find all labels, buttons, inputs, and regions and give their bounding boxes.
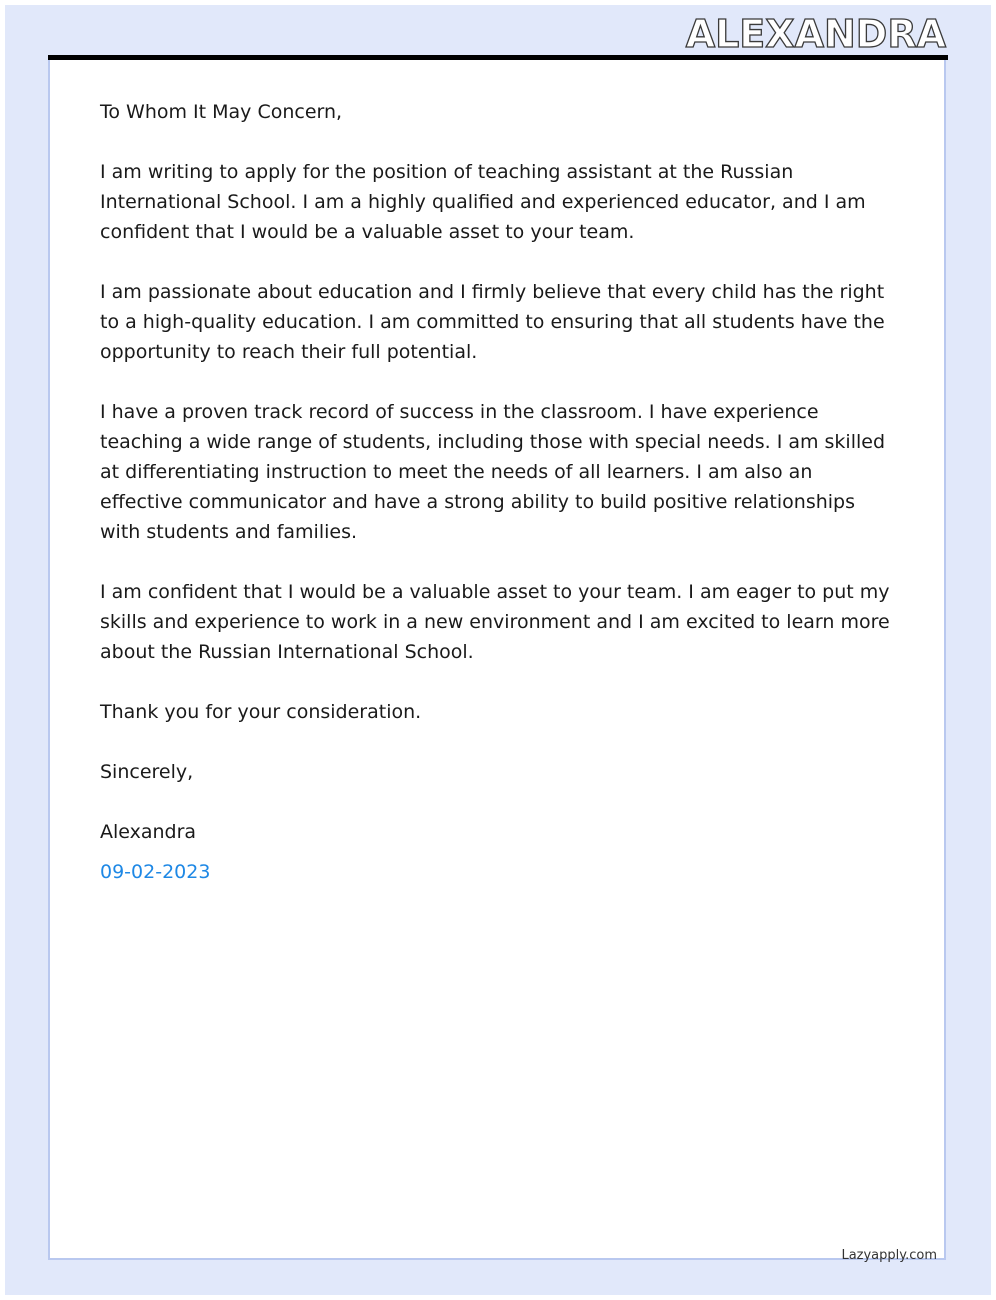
letter-date: 09-02-2023	[100, 861, 211, 883]
cover-letter-body	[100, 97, 900, 887]
salutation: To Whom It May Concern,	[100, 101, 343, 123]
applicant-name-header: ALEXANDRA	[685, 12, 946, 56]
paragraph-closing: I am confident that I would be a valuable asset to your team. I am eager to put my skills and experience to work in a new environment and I am excited to learn more about the Russian International School.	[100, 581, 890, 663]
paragraph-passion: I am passionate about education and I firmly believe that every child has the right to a high-quality education. I am committed to ensuring that all students have the opportunity to reach their full potential.	[100, 281, 885, 363]
footer-credit: Lazyapply.com	[841, 1248, 937, 1263]
thank-you-line: Thank you for your consideration.	[100, 701, 422, 723]
paragraph-intro: I am writing to apply for the position of teaching assistant at the Russian International School. I am a highly qualified and experienced educator, and I am confident that I would be a valuable asset to your team.	[100, 161, 866, 243]
closing-line: Sincerely,	[100, 761, 194, 783]
paragraph-experience: I have a proven track record of success in the classroom. I have experience teaching a wide range of students, including those with special needs. I am skilled at differentiating instruction to meet the needs of all learners. I am also an effective communicator and have a strong ability to build positive relationships with students and families.	[100, 401, 886, 543]
signature-name: Alexandra	[100, 821, 197, 843]
